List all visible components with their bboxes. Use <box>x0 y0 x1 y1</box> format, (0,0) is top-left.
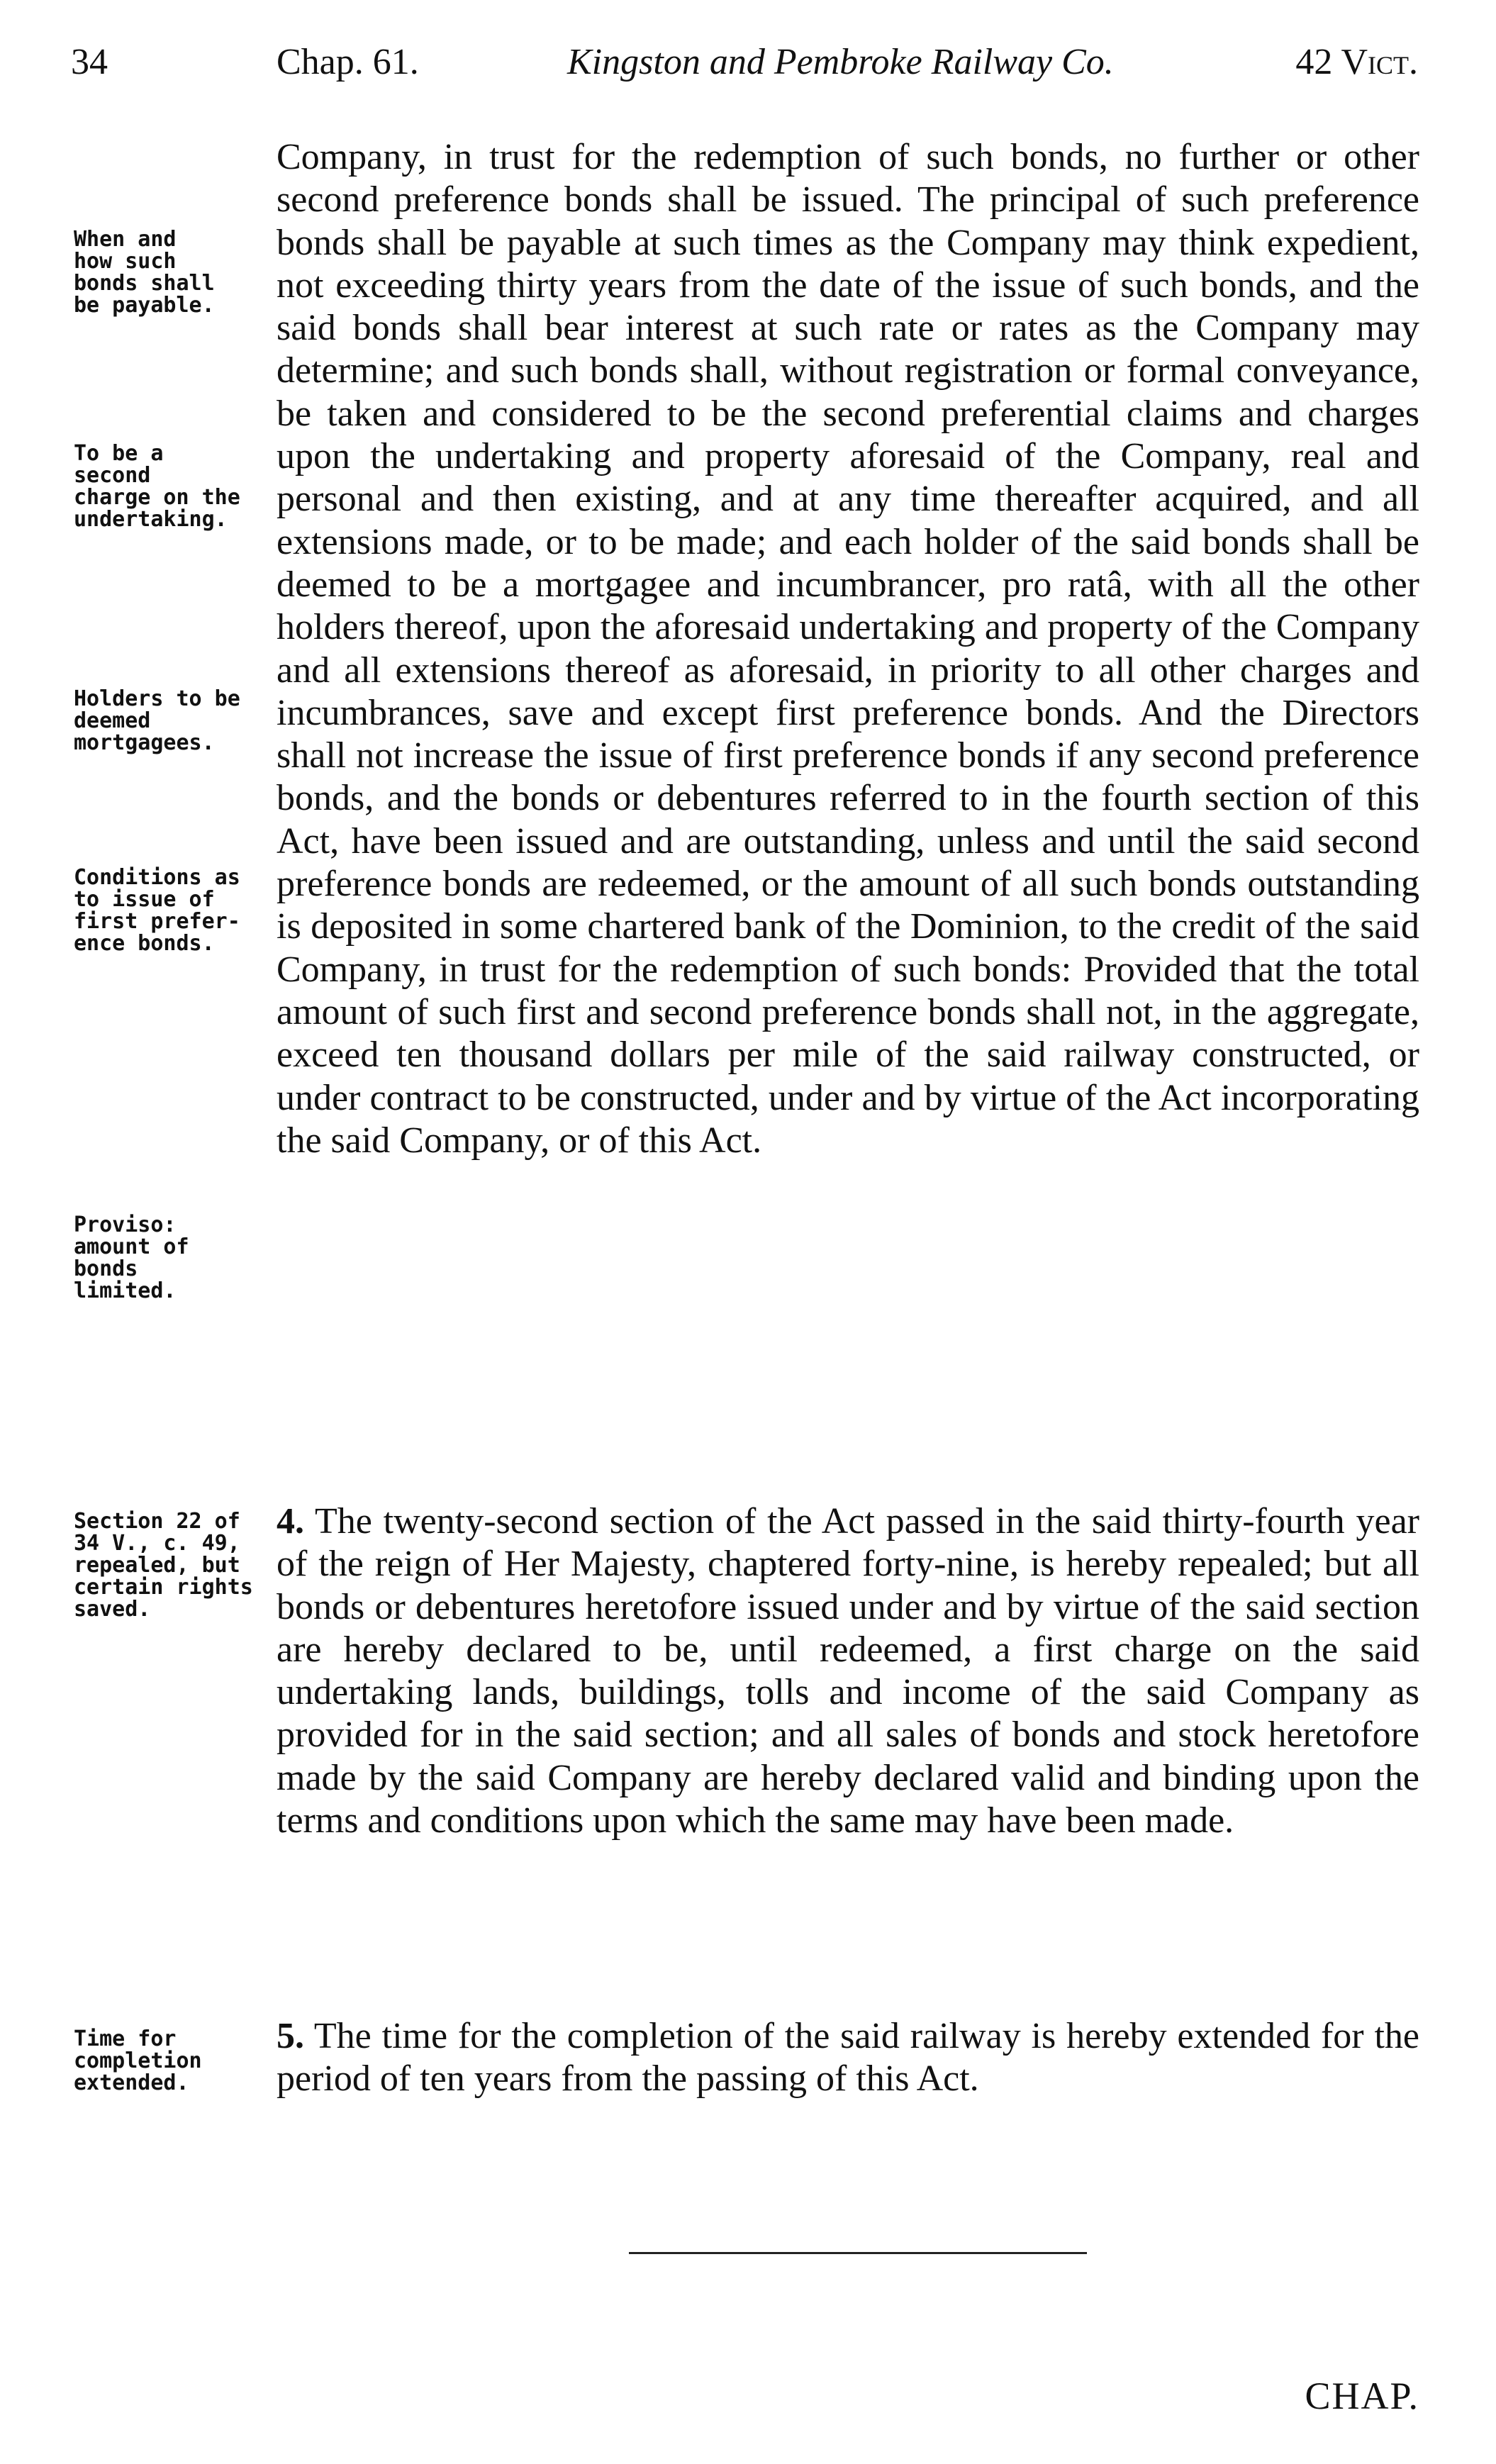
section-4-number: 4. <box>277 1501 304 1542</box>
section-5 <box>277 2015 1419 2101</box>
paragraph-1-text: Company, in trust for the redemption of such bonds, no further or other second preference bonds shall be issued. The principal of such preference bonds shall be payable at such times as the Company may think expedient, not exceeding thirty years from the date of the issue of such bonds, and the said bonds shall bear interest at such rate or rates as the Company may determine; and such bonds shall, without registration or formal conveyance, be taken and considered to be the second preferential claims and charges upon the undertaking and property aforesaid of the Company, real and personal and then existing, and at any time thereafter acquired, and all extensions made, or to be made; and each holder of the said bonds shall be deemed to be a mortgagee and incumbrancer, pro ratâ, with all the other holders thereof, upon the aforesaid undertaking and property of the Company and all extensions thereof as aforesaid, in priority to all other charges and incumbrances, save and except first preference bonds. And the Directors shall not increase the issue of first preference bonds if any second preference bonds, and the bonds or debentures referred to in the fourth section of this Act, have been issued and are outstanding, unless and until the said second preference bonds are redeemed, or the amount of all such bonds outstanding is deposited in some chartered bank of the Dominion, to the credit of the said Company, in trust for the redemption of such bonds: Provided that the total amount of such first and second preference bonds shall not, in the aggregate, exceed ten thousand dollars per mile of the said railway constructed, or under contract to be constructed, under and by virtue of the Act incorporating the said Company, or of this Act. <box>277 137 1419 1161</box>
section-4 <box>277 1500 1419 1842</box>
marginal-note-proviso: Proviso: amount of bonds limited. <box>74 1213 189 1303</box>
page-number: 34 <box>71 42 108 82</box>
paragraph-continued <box>277 136 1419 1162</box>
regnal-year: 42 Vict. <box>1295 42 1418 82</box>
marginal-note-when-payable: When and how such bonds shall be payable. <box>74 227 215 318</box>
marginal-note-holders-mortgagees: Holders to be deemed mortgagees. <box>74 686 240 755</box>
section-5-text: The time for the completion of the said railway is hereby extended for the period of ten years from the passing of this Act. <box>277 2016 1419 2100</box>
chapter-label: Chap. 61. <box>277 42 419 82</box>
marginal-note-section-22: Section 22 of 34 V., c. 49, repealed, but certain rights saved. <box>74 1509 253 1622</box>
section-4-text: The twenty-second section of the Act passed in the said thirty-fourth year of the reign of Her Majesty, chaptered forty-nine, is hereby repealed; but all bonds or debentures heretofore issued under and by virtue of the said section are hereby declared to be, until redeemed, a first charge on the said undertaking lands, buildings, tolls and income of the said Company as provided for in the said section; and all sales of bonds and stock heretofore made by the said Company are hereby declared valid and binding upon the terms and conditions upon which the same may have been made. <box>277 1501 1419 1841</box>
end-of-chapter-rule <box>629 2252 1087 2254</box>
section-5-number: 5. <box>277 2016 304 2056</box>
marginal-note-time-extended: Time for completion extended. <box>74 2027 202 2095</box>
running-header <box>71 41 1418 91</box>
catchword: CHAP. <box>1305 2375 1419 2417</box>
marginal-note-conditions-issue: Conditions as to issue of first prefer- ence bonds. <box>74 865 240 956</box>
marginal-note-second-charge: To be a second charge on the undertaking. <box>74 441 240 532</box>
act-title: Kingston and Pembroke Railway Co. <box>567 42 1114 82</box>
